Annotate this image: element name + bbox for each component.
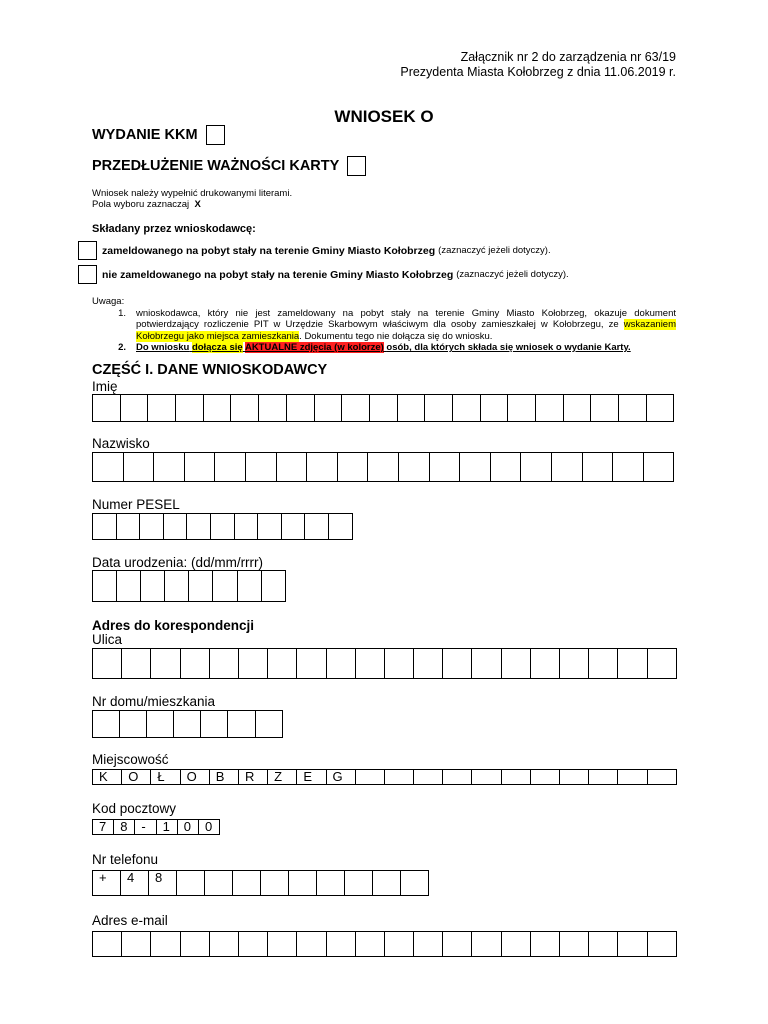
char-box[interactable] [93,452,124,482]
char-box[interactable] [238,570,262,602]
pesel-label: Numer PESEL [92,497,180,512]
char-box[interactable] [591,394,619,422]
char-box[interactable]: Ł [151,769,180,785]
char-box[interactable] [141,570,165,602]
char-box[interactable] [345,870,373,896]
char-box[interactable] [560,648,589,679]
char-box[interactable] [589,931,618,957]
attachment-line-1: Załącznik nr 2 do zarządzenia nr 63/19 [460,50,676,64]
char-box[interactable] [122,648,151,679]
char-box[interactable] [239,931,268,957]
char-box[interactable] [385,648,414,679]
char-box[interactable] [289,870,317,896]
phone-label: Nr telefonu [92,852,159,867]
char-box[interactable]: 8 [149,870,177,896]
instruction-mark: X [194,199,201,210]
char-box[interactable] [583,452,614,482]
char-box[interactable] [491,452,522,482]
char-box[interactable] [552,452,583,482]
instructions [92,188,292,210]
char-box[interactable] [148,394,176,422]
char-box[interactable] [233,870,261,896]
char-box[interactable] [370,394,398,422]
char-box[interactable] [481,394,509,422]
char-box[interactable] [385,931,414,957]
char-box[interactable] [282,513,306,540]
char-box[interactable] [373,870,401,896]
char-box[interactable]: 0 [199,819,220,835]
char-box[interactable] [215,452,246,482]
char-box[interactable]: 0 [178,819,199,835]
char-box[interactable] [508,394,536,422]
char-box[interactable] [356,769,385,785]
option-extend-card-label: PRZEDŁUŻENIE WAŻNOŚCI KARTY [92,158,340,174]
char-box[interactable] [181,931,210,957]
char-box[interactable] [356,931,385,957]
char-box[interactable] [258,513,282,540]
char-box[interactable]: Z [268,769,297,785]
char-box[interactable] [181,648,210,679]
char-box[interactable] [613,452,644,482]
attachment-line-2: Prezydenta Miasta Kołobrzeg z dnia 11.06.2019 r. [400,65,676,79]
char-box[interactable]: R [239,769,268,785]
char-box[interactable] [502,769,531,785]
instruction-line-2 [92,199,292,210]
char-box[interactable] [277,452,308,482]
char-box[interactable] [536,394,564,422]
char-box[interactable] [228,710,255,738]
city-boxes[interactable] [92,769,677,785]
char-box[interactable] [124,452,155,482]
not-registered-label: nie zameldowanego na pobyt stały na terenie Gminy Miasto Kołobrzeg [102,268,454,281]
char-box[interactable] [414,769,443,785]
char-box[interactable] [93,710,120,738]
char-box[interactable]: 7 [93,819,114,835]
char-box[interactable] [472,769,501,785]
char-box[interactable] [189,570,213,602]
remark-1-text-a: wnioskodawca, który nie jest zameldowany na pobyt stały na terenie Gminy Miasto Kołobrzeg, okazuje dokument potwierdzający rozliczenie PIT w Urzędzie Skarbowym właściwym dla osoby zamieszkałej w Kołobrzegu, ze [136,307,676,330]
char-box[interactable] [618,931,647,957]
section-1-title: CZĘŚĆ I. DANE WNIOSKODAWCY [92,362,328,378]
remark-2-d: osób, dla których składa się wniosek o wydanie Karty. [386,342,631,353]
remark-1 [92,308,676,343]
char-box[interactable] [268,648,297,679]
char-box[interactable] [93,648,122,679]
char-box[interactable] [327,931,356,957]
remark-2-b: dołącza się [191,342,243,353]
char-box[interactable] [315,394,343,422]
char-box[interactable] [147,710,174,738]
char-box[interactable] [297,648,326,679]
email-label: Adres e-mail [92,913,168,928]
char-box[interactable] [399,452,430,482]
char-box[interactable] [307,452,338,482]
attachment-note [400,50,676,80]
char-box[interactable] [120,710,147,738]
issue-card-checkbox[interactable] [206,125,225,145]
char-box[interactable] [460,452,491,482]
char-box[interactable] [117,570,141,602]
char-box[interactable] [151,648,180,679]
char-box[interactable] [338,452,369,482]
char-box[interactable] [342,394,370,422]
char-box[interactable] [401,870,429,896]
char-box[interactable] [443,769,472,785]
last-name-label: Nazwisko [92,436,150,451]
char-box[interactable] [174,710,201,738]
char-box[interactable]: 4 [121,870,149,896]
birth-date-boxes[interactable] [92,570,286,602]
remarks-label: Uwaga: [92,296,125,307]
char-box[interactable] [211,513,235,540]
char-box[interactable] [317,870,345,896]
char-box[interactable] [140,513,164,540]
instruction-line-1: Wniosek należy wypełnić drukowanymi literami. [92,188,293,199]
remark-2 [92,342,676,354]
applicant-not-registered-row [78,265,569,284]
char-box[interactable] [187,513,211,540]
char-box[interactable] [647,394,675,422]
char-box[interactable] [176,394,204,422]
remark-1-number: 1. [118,307,126,319]
char-box[interactable] [327,648,356,679]
char-box[interactable] [262,570,286,602]
street-boxes[interactable] [92,648,677,679]
remark-1-highlight: wskazaniem Kołobrzegu jako miejsca zamieszkania [136,319,677,342]
registered-label: zameldowanego na pobyt stały na terenie Gminy Miasto Kołobrzeg [102,244,436,257]
not-registered-hint: (zaznaczyć jeżeli dotyczy). [456,269,569,280]
char-box[interactable] [93,570,117,602]
char-box[interactable] [210,931,239,957]
char-box[interactable] [443,648,472,679]
option-issue-card [92,125,225,145]
char-box[interactable] [204,394,232,422]
char-box[interactable]: E [297,769,326,785]
registered-hint: (zaznaczyć jeżeli dotyczy). [438,245,551,256]
remark-2-a: Do wniosku [136,342,190,353]
char-box[interactable] [453,394,481,422]
char-box[interactable] [122,931,151,957]
option-extend-card [92,156,366,176]
char-box[interactable] [297,931,326,957]
remark-2-text [136,342,676,354]
char-box[interactable] [443,931,472,957]
extend-card-checkbox[interactable] [347,156,366,176]
char-box[interactable] [618,769,647,785]
pesel-boxes[interactable] [92,513,353,540]
char-box[interactable] [329,513,353,540]
char-box[interactable] [305,513,329,540]
applicant-registered-row [78,241,551,260]
char-box[interactable] [385,769,414,785]
char-box[interactable] [564,394,592,422]
char-box[interactable] [618,648,647,679]
submitted-by-label: Składany przez wnioskodawcę: [92,223,256,235]
char-box[interactable] [256,710,283,738]
char-box[interactable] [154,452,185,482]
char-box[interactable] [117,513,141,540]
char-box[interactable]: K [93,769,122,785]
remark-2-c: AKTUALNE zdjęcia (w kolorze) [244,342,384,353]
char-box[interactable] [93,513,117,540]
char-box[interactable] [619,394,647,422]
char-box[interactable] [177,870,205,896]
city-label: Miejscowość [92,752,169,767]
char-box[interactable] [261,870,289,896]
char-box[interactable] [231,394,259,422]
char-box[interactable]: B [210,769,239,785]
first-name-boxes[interactable] [92,394,674,422]
char-box[interactable] [531,648,560,679]
char-box[interactable] [425,394,453,422]
char-box[interactable]: 8 [114,819,135,835]
email-boxes[interactable] [92,931,677,957]
char-box[interactable] [560,769,589,785]
char-box[interactable]: O [181,769,210,785]
char-box[interactable] [531,769,560,785]
char-box[interactable] [268,931,297,957]
char-box[interactable] [589,769,618,785]
postal-code-boxes[interactable] [92,819,220,835]
char-box[interactable] [430,452,461,482]
house-number-boxes[interactable] [92,710,283,738]
remark-1-text-b: . Dokumentu tego nie dołącza się do wniosku. [299,330,493,342]
first-name-label: Imię [92,379,118,394]
char-box[interactable] [93,931,122,957]
char-box[interactable] [205,870,233,896]
char-box[interactable] [235,513,259,540]
char-box[interactable] [185,452,216,482]
not-registered-checkbox[interactable] [78,265,97,284]
char-box[interactable] [414,931,443,957]
char-box[interactable] [531,931,560,957]
char-box[interactable] [210,648,239,679]
char-box[interactable] [201,710,228,738]
char-box[interactable] [368,452,399,482]
char-box[interactable] [287,394,315,422]
char-box[interactable] [521,452,552,482]
char-box[interactable] [239,648,268,679]
char-box[interactable] [165,570,189,602]
char-box[interactable] [398,394,426,422]
char-box[interactable] [414,648,443,679]
remarks [92,296,676,354]
char-box[interactable] [472,931,501,957]
char-box[interactable]: + [93,870,121,896]
option-issue-card-label: WYDANIE KKM [92,127,198,143]
address-heading: Adres do korespondencji [92,618,255,633]
remark-1-text [136,308,676,343]
char-box[interactable] [589,648,618,679]
last-name-boxes[interactable] [92,452,674,482]
char-box[interactable] [93,394,121,422]
char-box[interactable] [502,931,531,957]
char-box[interactable] [560,931,589,957]
char-box[interactable] [648,648,677,679]
char-box[interactable] [121,394,149,422]
char-box[interactable]: G [327,769,356,785]
char-box[interactable]: O [122,769,151,785]
phone-boxes[interactable] [92,870,429,896]
street-label: Ulica [92,632,123,647]
char-box[interactable] [213,570,237,602]
char-box[interactable] [648,769,677,785]
char-box[interactable] [151,931,180,957]
char-box[interactable] [356,648,385,679]
char-box[interactable] [502,648,531,679]
registered-checkbox[interactable] [78,241,97,260]
char-box[interactable] [648,931,677,957]
postal-code-label: Kod pocztowy [92,801,177,816]
char-box[interactable]: - [135,819,156,835]
birth-date-label: Data urodzenia: (dd/mm/rrrr) [92,555,264,570]
instruction-line-2-text: Pola wyboru zaznaczaj [92,199,190,210]
char-box[interactable]: 1 [157,819,178,835]
remark-2-number: 2. [118,342,126,353]
char-box[interactable] [644,452,675,482]
char-box[interactable] [164,513,188,540]
char-box[interactable] [472,648,501,679]
char-box[interactable] [259,394,287,422]
house-number-label: Nr domu/mieszkania [92,694,216,709]
document-title: WNIOSEK O [334,107,434,126]
char-box[interactable] [246,452,277,482]
